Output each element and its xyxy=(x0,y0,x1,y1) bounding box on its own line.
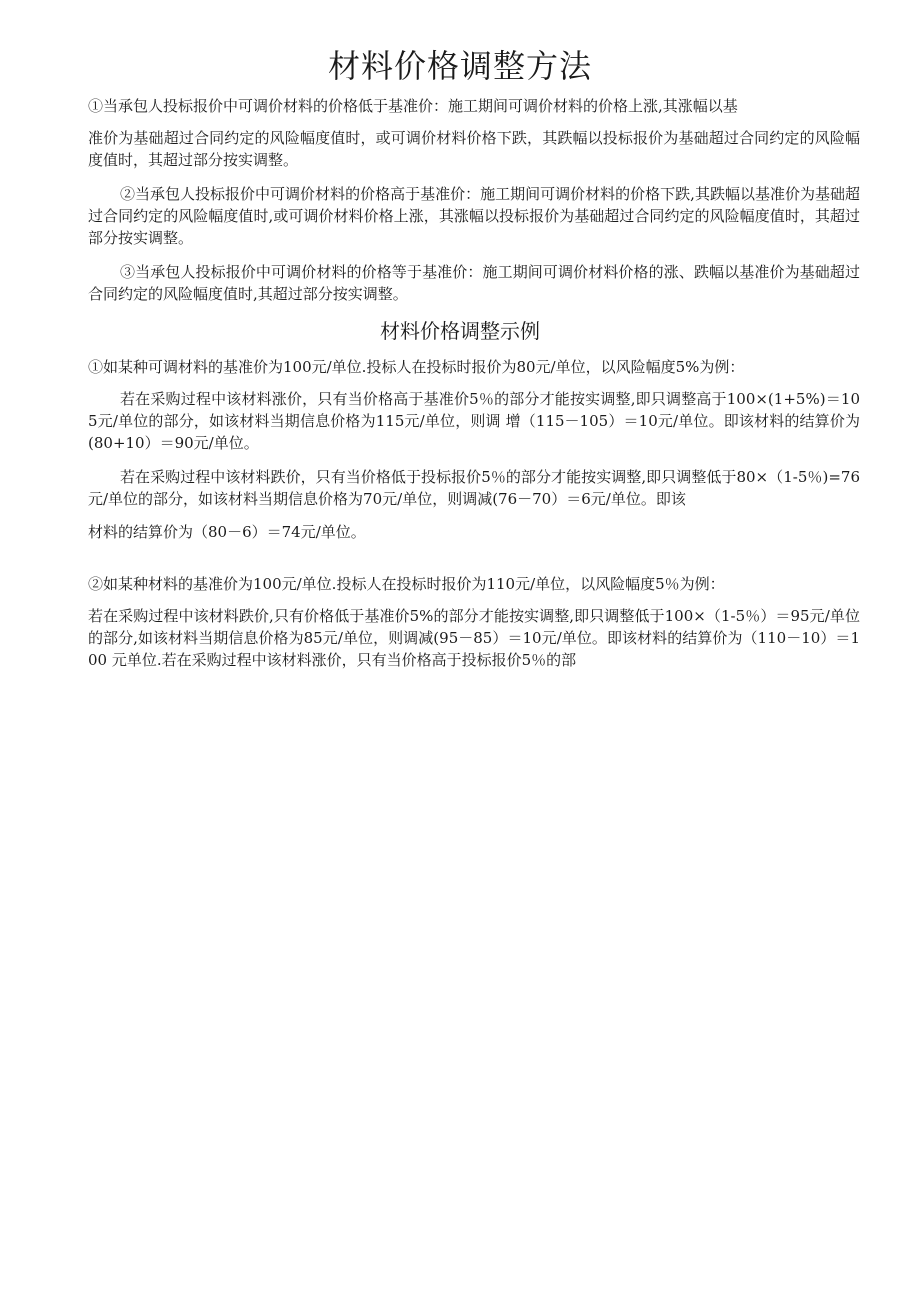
example-section-title: 材料价格调整示例 xyxy=(380,319,540,343)
document-title: 材料价格调整方法 xyxy=(327,47,592,85)
method-paragraph-1-rest: 准价为基础超过合同约定的风险幅度值时，或可调价材料价格下跌，其跌幅以投标报价为基础超过合同约定的风险幅度值时，其超过部分按实调整。 xyxy=(88,129,860,169)
example-1-price-rise: 若在采购过程中该材料涨价，只有当价格高于基准价5％的部分才能按实调整,即只调整高于100×(1+5%)＝105元/单位的部分，如该材料当期信息价格为115元/单位，则调 增（115－105）＝10元/单位。即该材料的结算价为(80+10）＝90元/单位。 xyxy=(88,390,860,452)
method-paragraph-1-first-line: ①当承包人投标报价中可调价材料的价格低于基准价：施工期间可调价材料的价格上涨,其涨幅以基 xyxy=(88,97,738,115)
example-2-intro: ②如某种材料的基准价为100元/单位.投标人在投标时报价为110元/单位，以风险幅度5％为例： xyxy=(88,575,725,593)
example-1-price-fall: 若在采购过程中该材料跌价，只有当价格低于投标报价5％的部分才能按实调整,即只调整低于80×（1-5％)=76元/单位的部分，如该材料当期信息价格为70元/单位，则调减(76－70）＝6元/单位。即该 xyxy=(88,468,860,508)
method-paragraph-3: ③当承包人投标报价中可调价材料的价格等于基准价：施工期间可调价材料价格的涨、跌幅以基准价为基础超过合同约定的风险幅度值时,其超过部分按实调整。 xyxy=(88,263,860,303)
example-1-price-fall-end: 材料的结算价为（80－6）＝74元/单位。 xyxy=(88,523,366,541)
example-2-body: 若在采购过程中该材料跌价,只有价格低于基准价5%的部分才能按实调整,即只调整低于100×（1-5％）＝95元/单位的部分,如该材料当期信息价格为85元/单位，则调减(95－85）＝10元/单位。即该材料的结算价为（110－10）＝100 元单位.若在采购过程中该材料涨价，只有当价格高于投标报价5％的部 xyxy=(88,607,860,669)
method-paragraph-2: ②当承包人投标报价中可调价材料的价格高于基准价：施工期间可调价材料的价格下跌,其跌幅以基准价为基础超过合同约定的风险幅度值时,或可调价材料价格上涨，其涨幅以投标报价为基础超过合同约定的风险幅度值时，其超过部分按实调整。 xyxy=(88,185,860,247)
example-1-intro: ①如某种可调材料的基准价为100元/单位.投标人在投标时报价为80元/单位，以风险幅度5%为例： xyxy=(88,358,745,376)
